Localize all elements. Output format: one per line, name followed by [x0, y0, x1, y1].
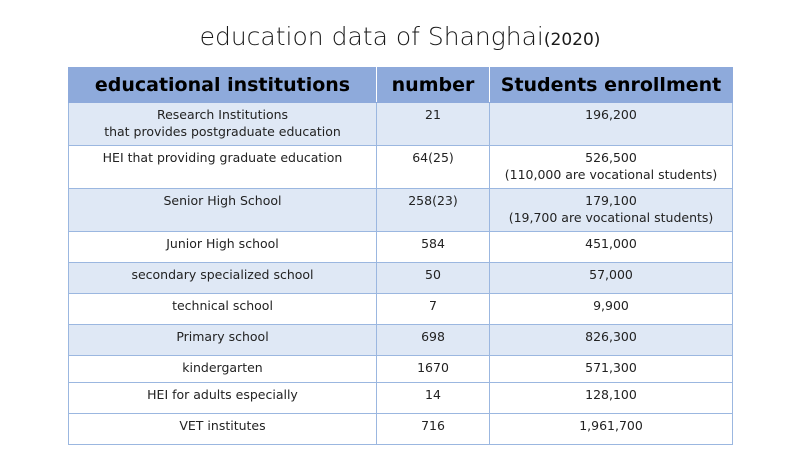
- enrollment-cell: 57,000: [490, 263, 733, 294]
- institution-cell: Junior High school: [69, 232, 377, 263]
- table-row: [69, 232, 733, 263]
- institution-cell: VET institutes: [69, 414, 377, 445]
- table-row: [69, 103, 733, 146]
- table-row: [69, 356, 733, 383]
- table-row: [69, 294, 733, 325]
- institution-cell: HEI for adults especially: [69, 383, 377, 414]
- institution-cell: technical school: [69, 294, 377, 325]
- institution-cell: secondary specialized school: [69, 263, 377, 294]
- header-number: number: [377, 68, 490, 103]
- table-row: [69, 414, 733, 445]
- table-row: [69, 146, 733, 189]
- enrollment-cell: 128,100: [490, 383, 733, 414]
- enrollment-cell: 451,000: [490, 232, 733, 263]
- enrollment-cell: 571,300: [490, 356, 733, 383]
- institution-cell: kindergarten: [69, 356, 377, 383]
- table-row: [69, 383, 733, 414]
- institution-cell: HEI that providing graduate education: [69, 146, 377, 189]
- number-cell: 584: [377, 232, 490, 263]
- number-cell: 716: [377, 414, 490, 445]
- institution-cell: Senior High School: [69, 189, 377, 232]
- enrollment-cell: 526,500 (110,000 are vocational students): [490, 146, 733, 189]
- page-title: [0, 22, 800, 51]
- education-table: [68, 67, 733, 445]
- table-row: [69, 263, 733, 294]
- table-row: [69, 189, 733, 232]
- header-institutions: educational institutions: [69, 68, 377, 103]
- number-cell: 50: [377, 263, 490, 294]
- number-cell: 14: [377, 383, 490, 414]
- institution-cell: Research Institutions that provides postgraduate education: [69, 103, 377, 146]
- header-enrollment: Students enrollment: [490, 68, 733, 103]
- title-main: education data of Shanghai: [199, 22, 544, 51]
- number-cell: 698: [377, 325, 490, 356]
- number-cell: 1670: [377, 356, 490, 383]
- enrollment-cell: 1,961,700: [490, 414, 733, 445]
- enrollment-cell: 826,300: [490, 325, 733, 356]
- number-cell: 64(25): [377, 146, 490, 189]
- table-row: [69, 325, 733, 356]
- title-year: (2020): [543, 30, 601, 50]
- enrollment-cell: 179,100 (19,700 are vocational students): [490, 189, 733, 232]
- enrollment-cell: 9,900: [490, 294, 733, 325]
- institution-cell: Primary school: [69, 325, 377, 356]
- header-row: [69, 68, 733, 103]
- number-cell: 258(23): [377, 189, 490, 232]
- enrollment-cell: 196,200: [490, 103, 733, 146]
- number-cell: 21: [377, 103, 490, 146]
- number-cell: 7: [377, 294, 490, 325]
